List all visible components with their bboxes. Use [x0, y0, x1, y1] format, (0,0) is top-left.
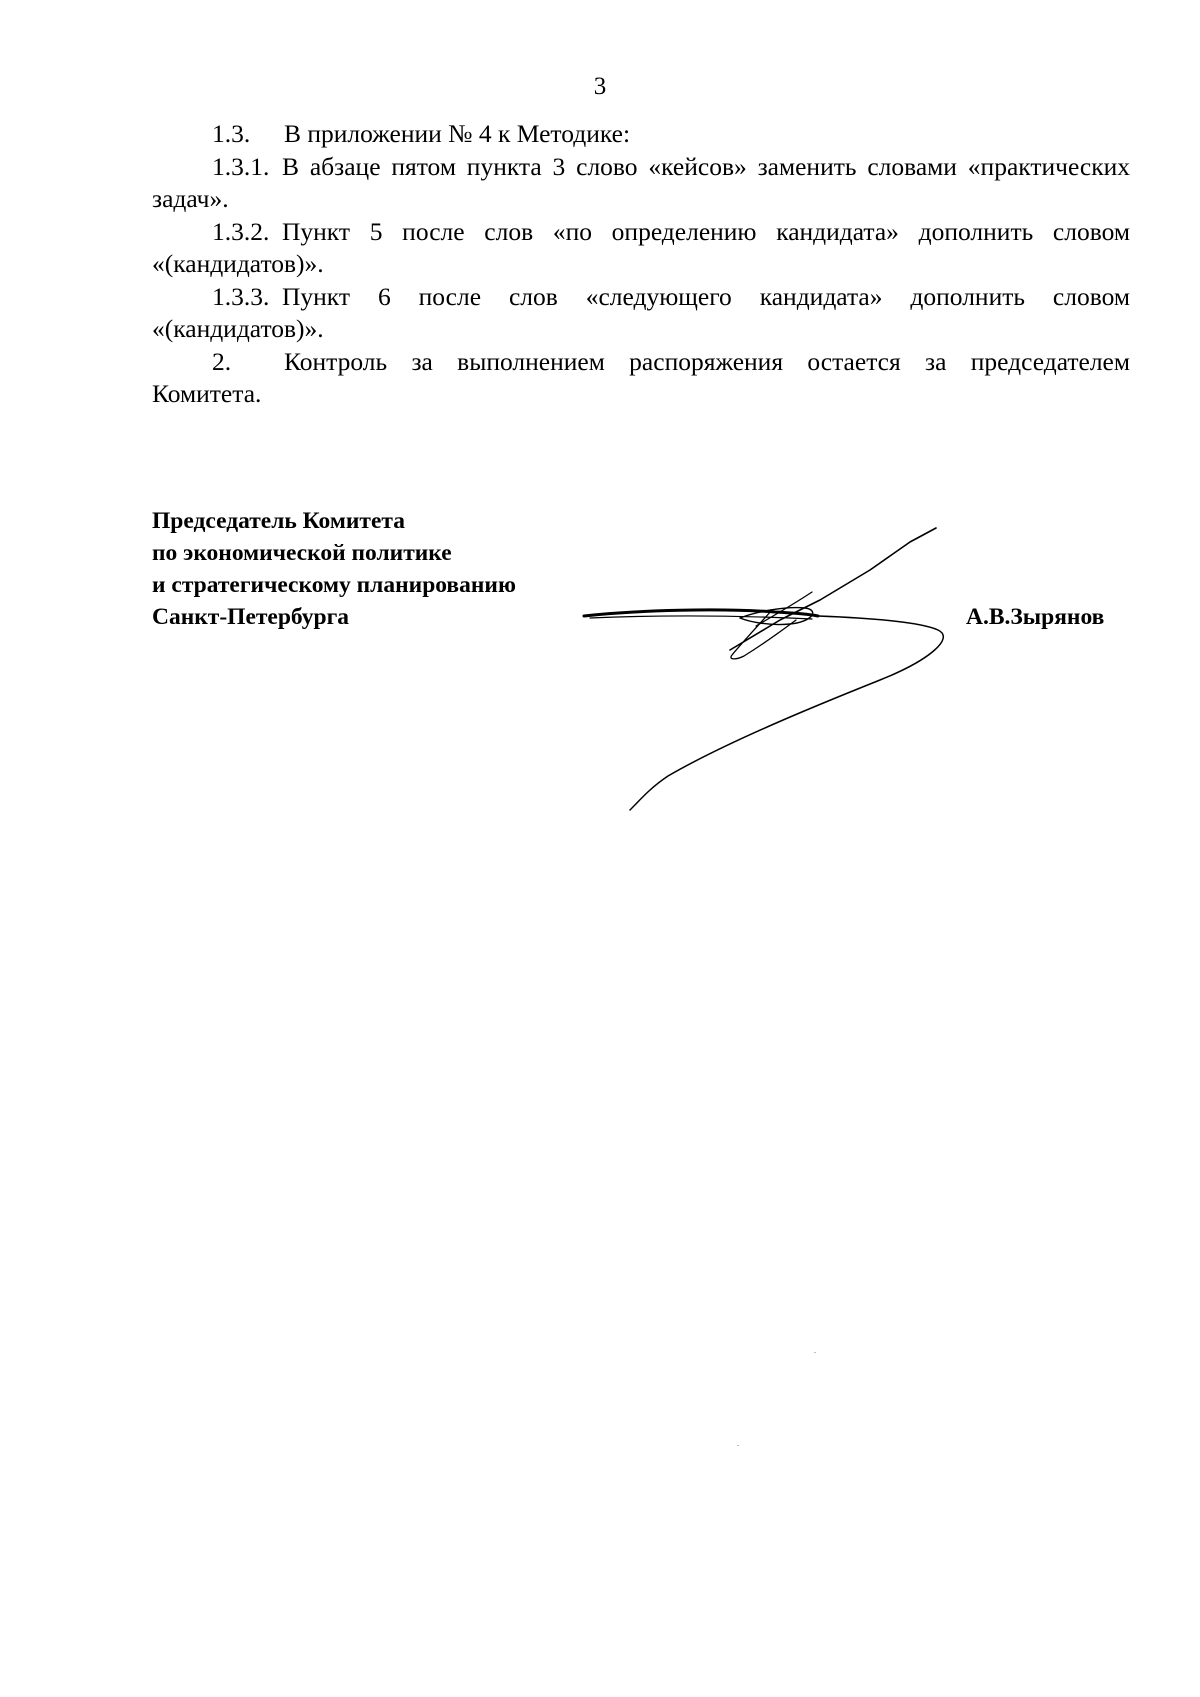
scan-speck [737, 1445, 739, 1446]
paragraph-text: Пункт 5 после слов «по определению кандидата» дополнить словом «(кандидатов)». [152, 216, 1130, 278]
paragraph-text: В абзаце пятом пункта 3 слово «кейсов» заменить словами «практических задач». [152, 151, 1130, 213]
scan-speck [814, 1352, 816, 1353]
paragraph-number: 1.3.1. [212, 151, 270, 181]
paragraph-number: 1.3.3. [212, 281, 270, 311]
paragraph-number: 1.3.2. [212, 216, 270, 246]
signatory-title [152, 505, 516, 633]
paragraph-number: 1.3. [212, 119, 251, 148]
paragraph-number: 2. [212, 346, 232, 376]
document-body [152, 118, 1130, 411]
paragraph-text: Контроль за выполнением распоряжения остается за председателем Комитета. [152, 346, 1130, 408]
signatory-title-line: Санкт-Петербурга [152, 604, 350, 630]
paragraph-2 [152, 346, 1130, 411]
signatory-name: А.В.Зырянов [966, 604, 1105, 630]
page-number: 3 [593, 73, 607, 100]
paragraph-text: Пункт 6 после слов «следующего кандидата» дополнить словом «(кандидатов)». [152, 281, 1130, 343]
signatory-title-line: Председатель Комитета [152, 508, 405, 534]
paragraph-text: В приложении № 4 к Методике: [284, 119, 631, 148]
signatory-title-line: по экономической политике [152, 540, 452, 566]
paragraph-1-3-3 [152, 281, 1130, 346]
handwritten-signature [580, 520, 980, 820]
paragraph-1-3-1 [152, 151, 1130, 216]
paragraph-1-3 [152, 118, 1130, 151]
signatory-title-line: и стратегическому планированию [152, 572, 516, 598]
paragraph-1-3-2 [152, 216, 1130, 281]
